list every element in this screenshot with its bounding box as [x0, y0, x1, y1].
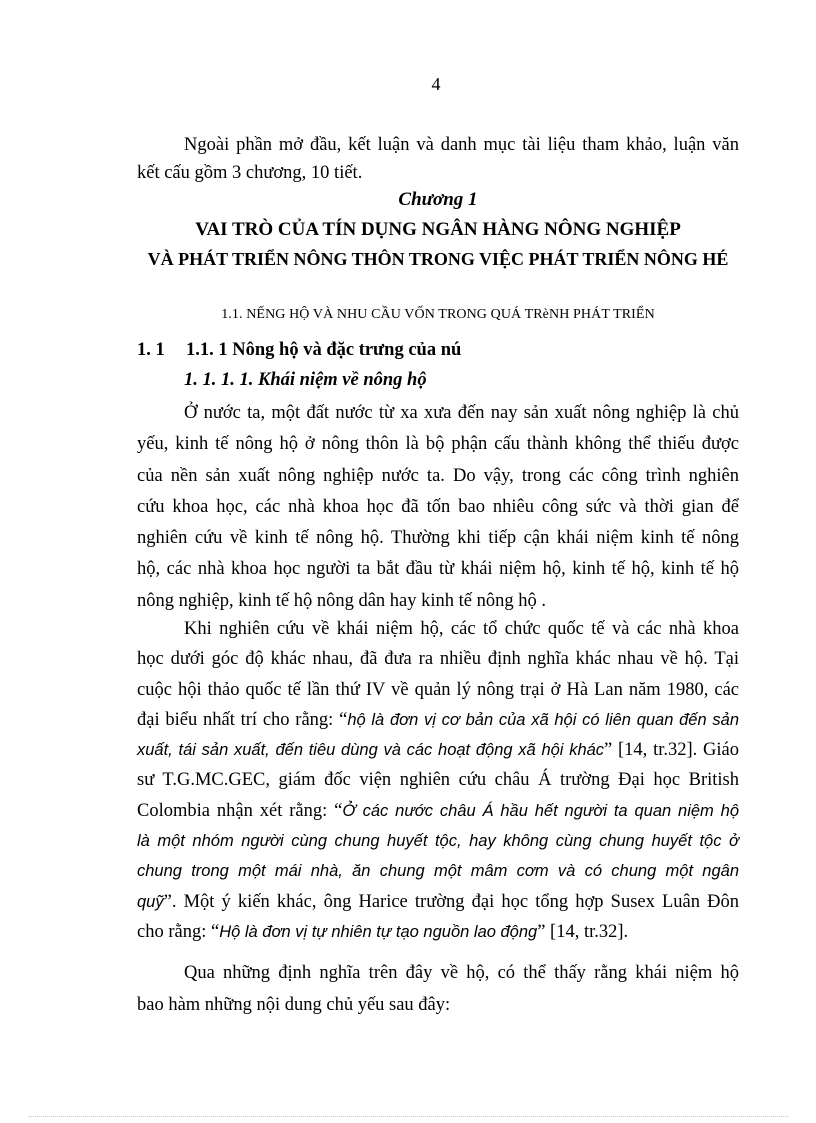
paragraph-line: sư T.G.MC.GEC, giám đốc viện nghiên cứu châu Á trường Đại học British — [137, 770, 739, 791]
plain-text: cho rằng: “ — [137, 921, 220, 942]
paragraph-line: Khi nghiên cứu về khái niệm hộ, các tổ chức quốc tế và các nhà khoa — [184, 619, 739, 639]
paragraph-line: Ở nước ta, một đất nước từ xa xưa đến nay sản xuất nông nghiệp là chủ — [184, 403, 739, 423]
quote-text: chung trong một mái nhà, ăn chung một mâm cơm và có chung một ngân — [137, 862, 739, 881]
chapter-label: Chương 1 — [398, 189, 478, 210]
plain-text: Colombia nhận xét rằng: “ — [137, 800, 343, 821]
paragraph-line — [137, 735, 739, 765]
quote-text: là một nhóm người cùng chung huyết tộc, hay không cùng chung huyết tộc ở — [137, 832, 739, 851]
quote-text: xuất, tái sản xuất, đến tiêu dùng và các hoạt động xã hội khác — [137, 741, 605, 760]
subsection-heading — [137, 340, 461, 361]
intro-paragraph — [137, 131, 739, 187]
chapter-title-line-2: VÀ PHÁT TRIỂN NÔNG THÔN TRONG VIỆC PHÁT TRIỂN NÔNG HÉ — [147, 249, 729, 269]
plain-text: ” [14, tr.32]. Giáo — [604, 740, 739, 761]
paragraph-2 — [137, 614, 739, 947]
paragraph-line — [137, 917, 739, 947]
paragraph-line: bao hàm những nội dung chủ yếu sau đây: — [137, 995, 451, 1015]
section-heading: 1.1. NẾNG HỘ VÀ NHU CẦU VỐN TRONG QUÁ TRèNH PHÁT TRIỂN — [221, 307, 655, 322]
paragraph-line: yếu, kinh tế nông hộ ở nông thôn là bộ phận cấu thành không thể thiếu được — [137, 434, 739, 455]
intro-line: kết cấu gồm 3 chương, 10 tiết. — [137, 163, 363, 183]
subsubsection-heading: 1. 1. 1. 1. Khái niệm về nông hộ — [184, 370, 427, 390]
paragraph-line — [137, 826, 739, 856]
paragraph-line — [137, 887, 739, 917]
quote-text: Ở các nước châu Á hầu hết người ta quan niệm hộ — [342, 801, 739, 820]
subsection-title: 1.1. 1 Nông hộ và đặc trưng của nú — [186, 340, 462, 360]
paragraph-line — [137, 856, 739, 886]
paragraph-line: học dưới góc độ khác nhau, đã đưa ra nhiều định nghĩa khác nhau về hộ. Tại — [137, 649, 739, 670]
paragraph-line: nông nghiệp, kinh tế hộ nông dân hay kinh tế nông hộ . — [137, 590, 547, 611]
plain-text: ” [14, tr.32]. — [537, 921, 629, 942]
paragraph-line: cứu khoa học, các nhà khoa học đã tốn bao nhiêu công sức và thời gian để — [137, 496, 739, 517]
page-number: 4 — [431, 74, 441, 94]
paragraph-line: của nền sản xuất nông nghiệp nước ta. Do vậy, trong các công trình nghiên — [137, 465, 739, 486]
paragraph-line — [137, 796, 739, 826]
quote-text: quỹ — [137, 892, 164, 911]
plain-text: đại biểu nhất trí cho rằng: “ — [137, 709, 348, 730]
quote-text: hộ là đơn vị cơ bản của xã hội có liên quan đến sản — [347, 710, 739, 729]
intro-line: Ngoài phần mở đầu, kết luận và danh mục tài liệu tham khảo, luận văn — [184, 135, 739, 155]
paragraph-line: cuộc hội thảo quốc tế lần thứ IV về quản lý nông trại ở Hà Lan năm 1980, các — [137, 679, 739, 700]
paragraph-1 — [137, 398, 739, 617]
paragraph-3 — [137, 957, 739, 1021]
plain-text: ”. Một ý kiến khác, ông Harice trường đại học tổng hợp Susex Luân Đôn — [163, 891, 739, 912]
paragraph-line: nghiên cứu về kinh tế nông hộ. Thường khi tiếp cận khái niệm kinh tế nông — [137, 528, 739, 549]
chapter-title-line-1: VAI TRÒ CỦA TÍN DỤNG NGÂN HÀNG NÔNG NGHIỆP — [195, 219, 681, 240]
paragraph-line: Qua những định nghĩa trên đây về hộ, có thể thấy rằng khái niệm hộ — [184, 963, 739, 983]
quote-text: Hộ là đơn vị tự nhiên tự tạo nguồn lao động — [219, 922, 538, 941]
page-bottom-rule — [28, 1116, 788, 1117]
paragraph-line — [137, 705, 739, 735]
paragraph-line: hộ, các nhà khoa học người ta bắt đầu từ khái niệm hộ, kinh tế hộ, kinh tế hộ — [137, 559, 739, 580]
subsection-number: 1. 1 — [137, 340, 165, 360]
